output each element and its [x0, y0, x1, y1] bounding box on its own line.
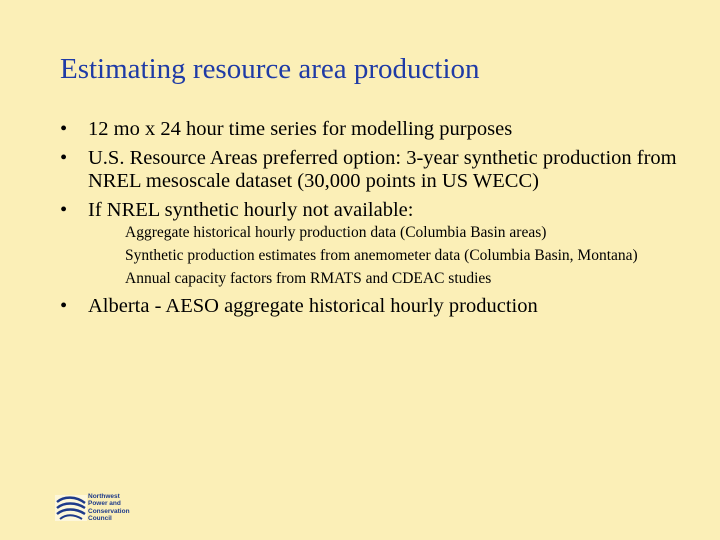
bullet-marker: • [60, 147, 68, 169]
logo-line: Conservation [88, 507, 130, 515]
sub-list [125, 224, 690, 287]
logo-text [88, 493, 130, 522]
bullet-text: 12 mo x 24 hour time series for modelling purposes [88, 118, 513, 140]
bullet-item [60, 295, 690, 318]
bullet-list [60, 118, 690, 324]
sub-item: Annual capacity factors from RMATS and CDEAC studies [125, 270, 492, 287]
npcc-swirl-icon [54, 494, 88, 522]
bullet-text: Alberta - AESO aggregate historical hourly production [88, 295, 538, 317]
bullet-item [60, 118, 690, 141]
bullet-text: If NREL synthetic hourly not available: [88, 199, 414, 221]
council-logo [54, 494, 144, 522]
bullet-item [60, 199, 690, 287]
sub-item: Synthetic production estimates from anemometer data (Columbia Basin, Montana) [125, 247, 638, 264]
sub-item: Aggregate historical hourly production data (Columbia Basin areas) [125, 224, 547, 241]
bullet-marker: • [60, 118, 68, 140]
bullet-marker: • [60, 199, 68, 221]
logo-line: Northwest [88, 493, 120, 500]
bullet-text: U.S. Resource Areas preferred option: 3-year synthetic production from NREL mesoscale dataset (30,000 points in US WECC) [88, 147, 677, 192]
slide-title: Estimating resource area production [60, 53, 480, 85]
logo-line: Council [88, 514, 112, 522]
bullet-marker: • [60, 295, 68, 317]
logo-line: Power and [88, 500, 121, 508]
bullet-item [60, 147, 690, 193]
